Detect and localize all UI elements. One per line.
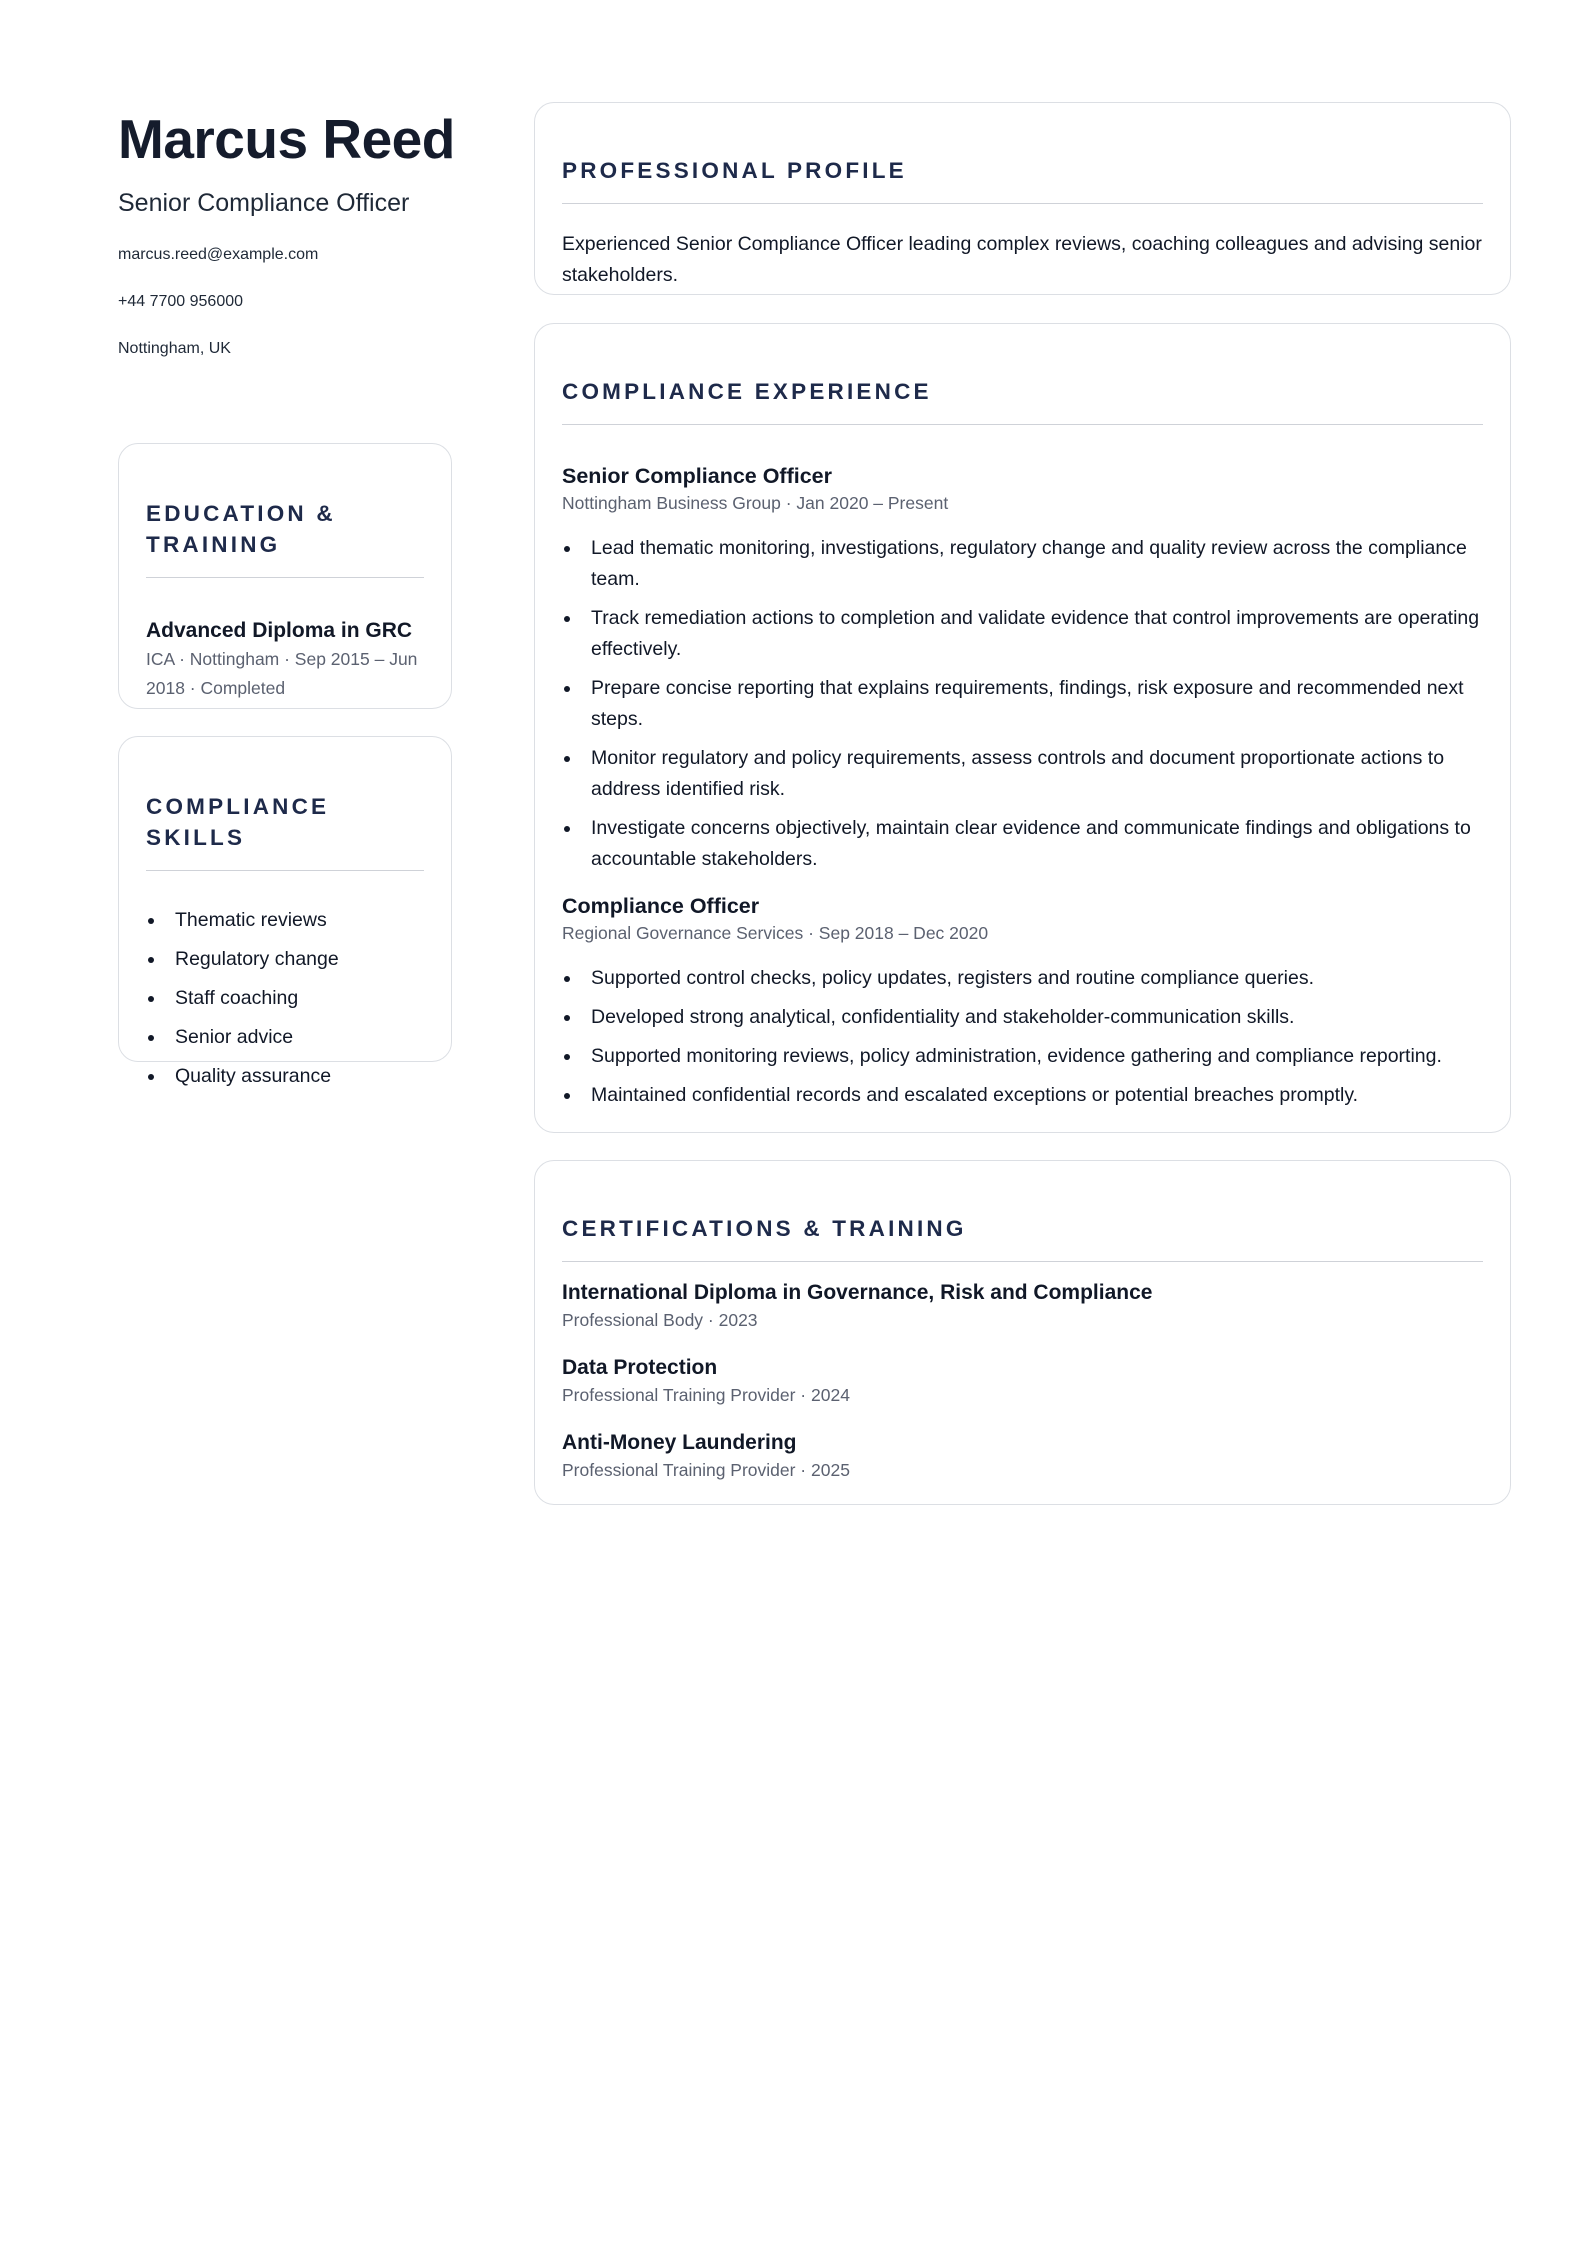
list-item [146, 901, 424, 940]
job-bullets [562, 963, 1483, 1111]
experience-section [534, 323, 1511, 1133]
profile-section [534, 102, 1511, 295]
bullet-icon [564, 826, 570, 832]
bullet-icon [148, 918, 154, 924]
bullet-icon [148, 957, 154, 963]
education-item-title: Advanced Diploma in GRC [146, 619, 413, 642]
bullet-icon [564, 756, 570, 762]
certification-title: International Diploma in Governance, Risk and Compliance [562, 1281, 1153, 1304]
bullet-text: Track remediation actions to completion and validate evidence that control improvements are operating effectively. [591, 607, 1480, 660]
bullet-text: Developed strong analytical, confidentiality and stakeholder-communication skills. [591, 1006, 1295, 1028]
bullet-icon [564, 616, 570, 622]
candidate-name: Marcus Reed [118, 108, 455, 170]
list-item [562, 603, 1483, 665]
list-item [562, 533, 1483, 595]
bullet-icon [564, 1015, 570, 1021]
bullet-icon [148, 996, 154, 1002]
bullet-icon [564, 1093, 570, 1099]
bullet-text: Supported monitoring reviews, policy administration, evidence gathering and compliance reporting. [591, 1045, 1442, 1067]
section-title-profile: PROFESSIONAL PROFILE [562, 155, 1483, 204]
list-item [146, 1057, 424, 1096]
bullet-text: Maintained confidential records and escalated exceptions or potential breaches promptly. [591, 1084, 1359, 1106]
list-item [146, 979, 424, 1018]
job-title: Compliance Officer [562, 894, 760, 918]
list-item [562, 813, 1483, 875]
header-block [118, 100, 455, 385]
section-title-certifications: CERTIFICATIONS & TRAINING [562, 1213, 1483, 1262]
skill-label: Staff coaching [175, 987, 299, 1009]
certification-title: Anti-Money Laundering [562, 1431, 797, 1454]
list-item [562, 743, 1483, 805]
list-item [562, 1080, 1483, 1111]
certification-title: Data Protection [562, 1356, 718, 1379]
section-title-experience: COMPLIANCE EXPERIENCE [562, 376, 1483, 425]
certification-item [562, 1278, 1483, 1332]
list-item [562, 1041, 1483, 1072]
certification-meta: Professional Training Provider · 2024 [562, 1385, 850, 1405]
list-item [562, 963, 1483, 994]
candidate-role: Senior Compliance Officer [118, 189, 410, 217]
section-title-education: EDUCATION & TRAINING [146, 498, 424, 578]
education-item [146, 616, 424, 703]
contact-email[interactable]: marcus.reed@example.com [118, 246, 319, 263]
profile-summary: Experienced Senior Compliance Officer leading complex reviews, coaching colleagues and advising senior stakeholders. [562, 233, 1482, 286]
list-item [562, 673, 1483, 735]
job-entry [562, 891, 1483, 1111]
bullet-icon [148, 1074, 154, 1080]
bullet-text: Supported control checks, policy updates, registers and routine compliance queries. [591, 967, 1314, 989]
certifications-section [534, 1160, 1511, 1505]
skills-list [146, 901, 424, 1096]
job-entry [562, 461, 1483, 875]
list-item [562, 1002, 1483, 1033]
contact-list [118, 244, 452, 360]
certification-meta: Professional Body · 2023 [562, 1310, 758, 1330]
skill-label: Thematic reviews [175, 909, 327, 931]
bullet-icon [564, 1054, 570, 1060]
bullet-text: Lead thematic monitoring, investigations, regulatory change and quality review across the compliance team. [591, 537, 1467, 590]
skill-label: Senior advice [175, 1026, 294, 1048]
job-bullets [562, 533, 1483, 875]
education-item-meta: ICA · Nottingham · Sep 2015 – Jun 2018 · Completed [146, 649, 418, 698]
bullet-text: Monitor regulatory and policy requirements, assess controls and document proportionate actions to address identified risk. [591, 747, 1445, 800]
bullet-icon [564, 546, 570, 552]
skills-section [118, 736, 452, 1087]
education-section [118, 443, 452, 709]
bullet-icon [148, 1035, 154, 1041]
certification-meta: Professional Training Provider · 2025 [562, 1460, 850, 1480]
bullet-text: Prepare concise reporting that explains requirements, findings, risk exposure and recommended next steps. [591, 677, 1464, 730]
skill-label: Quality assurance [175, 1065, 332, 1087]
section-title-skills: COMPLIANCE SKILLS [146, 791, 424, 871]
job-meta: Regional Governance Services · Sep 2018 – Dec 2020 [562, 923, 989, 943]
certification-item [562, 1353, 1483, 1407]
job-meta: Nottingham Business Group · Jan 2020 – Present [562, 493, 949, 513]
bullet-icon [564, 686, 570, 692]
bullet-text: Investigate concerns objectively, maintain clear evidence and communicate findings and obligations to accountable stakeholders. [591, 817, 1471, 870]
job-title: Senior Compliance Officer [562, 464, 833, 488]
list-item [146, 940, 424, 979]
list-item [146, 1018, 424, 1057]
contact-location: Nottingham, UK [118, 340, 231, 357]
certification-item [562, 1428, 1483, 1482]
contact-phone[interactable]: +44 7700 956000 [118, 293, 244, 310]
skill-label: Regulatory change [175, 948, 339, 970]
bullet-icon [564, 976, 570, 982]
